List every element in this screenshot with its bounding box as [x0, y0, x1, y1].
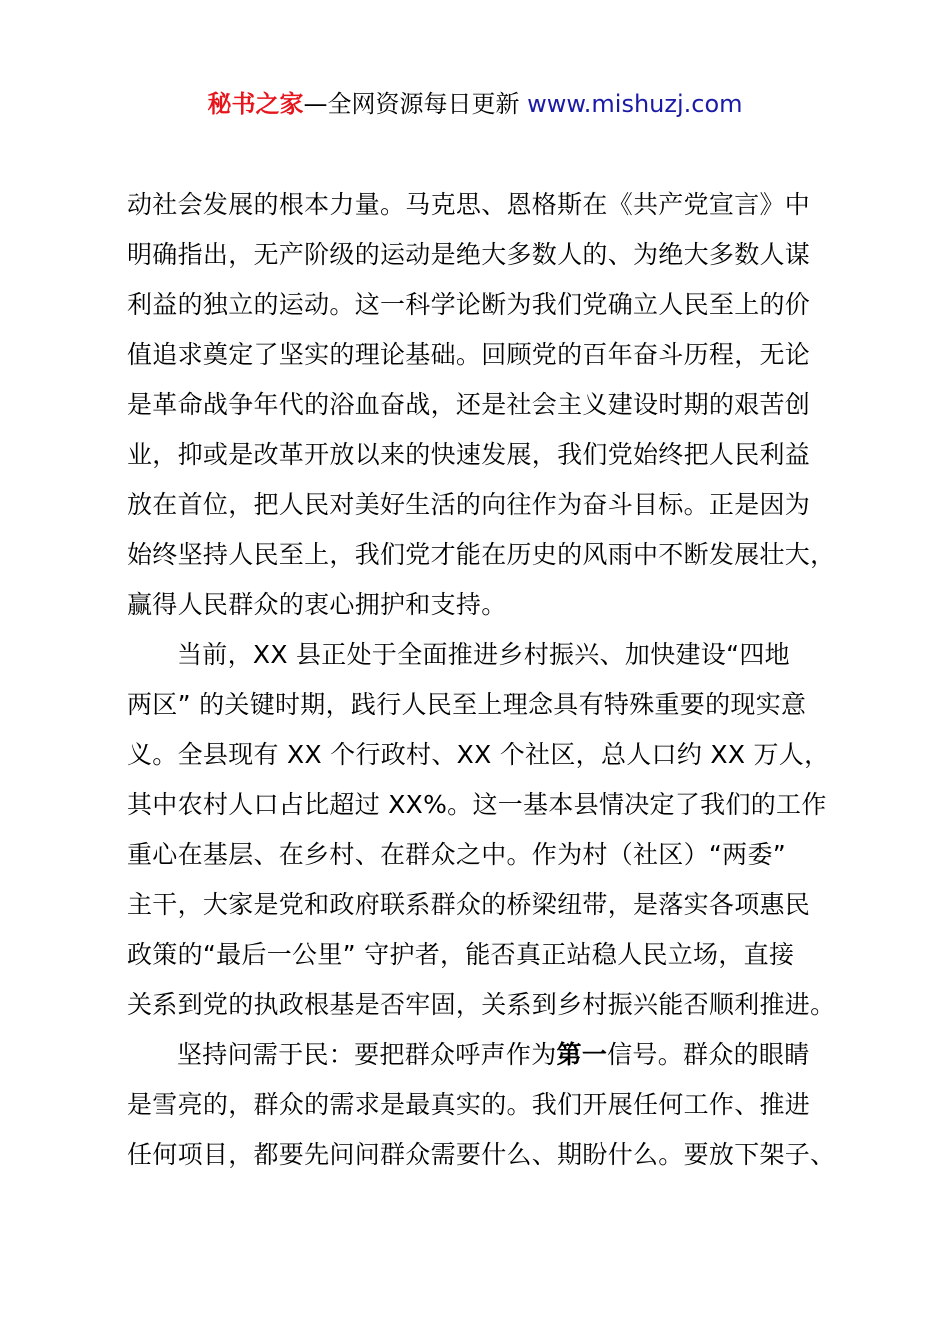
body-line: 明确指出，无产阶级的运动是绝大多数人的、为绝大多数人谋 [127, 240, 811, 269]
body-line: 义。全县现有 XX 个行政村、XX 个社区，总人口约 XX 万人， [127, 740, 830, 769]
body-line: 主干，大家是党和政府联系群众的桥梁纽带，是落实各项惠民 [127, 890, 811, 919]
brand-name: 秘书之家 [207, 90, 304, 118]
body-line: 关系到党的执政根基是否牢固，关系到乡村振兴能否顺利推进。 [127, 990, 836, 1019]
header-tagline: —全网资源每日更新 [303, 90, 528, 118]
body-line: 动社会发展的根本力量。马克思、恩格斯在《共产党宣言》中 [127, 190, 811, 219]
body-line: 始终坚持人民至上，我们党才能在历史的风雨中不断发展壮大， [127, 540, 836, 569]
body-text-segment: 坚持问需于民：要把群众呼声作为 [177, 1040, 557, 1069]
body-line: 放在首位，把人民对美好生活的向往作为奋斗目标。正是因为 [127, 490, 811, 519]
body-line: 是革命战争年代的浴血奋战，还是社会主义建设时期的艰苦创 [127, 390, 811, 419]
body-line: 重心在基层、在乡村、在群众之中。作为村（社区）“两委” [127, 840, 787, 869]
paragraph-first-line: 当前，XX 县正处于全面推进乡村振兴、加快建设“四地 [177, 640, 790, 669]
body-text-segment: 信号。群众的眼睛 [607, 1040, 810, 1069]
paragraph-first-line [127, 1030, 837, 1080]
document-body [127, 180, 837, 1180]
bold-emphasis: 第一 [556, 1040, 608, 1069]
body-line: 值追求奠定了坚实的理论基础。回顾党的百年奋斗历程，无论 [127, 340, 811, 369]
body-line: 任何项目，都要先问问群众需要什么、期盼什么。要放下架子、 [127, 1140, 836, 1169]
site-url-link[interactable]: www.mishuzj.com [527, 90, 743, 118]
body-line: 两区” 的关键时期，践行人民至上理念具有特殊重要的现实意 [127, 690, 807, 719]
body-line: 是雪亮的，群众的需求是最真实的。我们开展任何工作、推进 [127, 1090, 811, 1119]
page-header [0, 86, 950, 122]
body-line: 其中农村人口占比超过 XX%。这一基本县情决定了我们的工作 [127, 790, 827, 819]
body-line: 赢得人民群众的衷心拥护和支持。 [127, 590, 507, 619]
body-line: 政策的“最后一公里” 守护者，能否真正站稳人民立场，直接 [127, 940, 795, 969]
body-line: 业，抑或是改革开放以来的快速发展，我们党始终把人民利益 [127, 440, 811, 469]
body-line: 利益的独立的运动。这一科学论断为我们党确立人民至上的价 [127, 290, 811, 319]
